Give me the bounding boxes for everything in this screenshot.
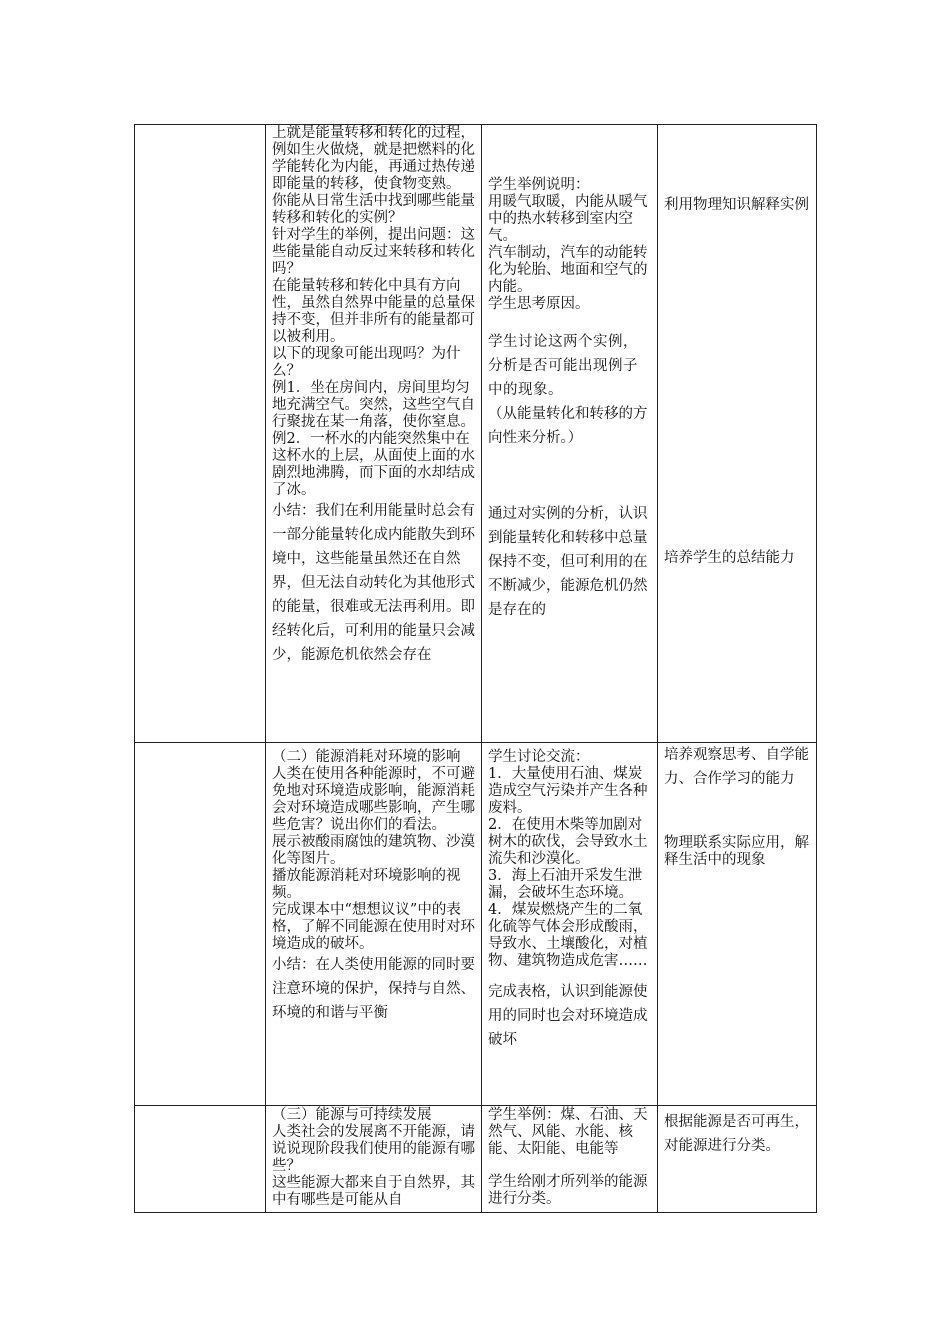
teacher-text: 你能从日常生活中找到哪些能量转移和转化的实例？ [272,193,475,226]
table-cell [135,125,266,743]
teacher-text: 针对学生的举例，提出问题：这些能量能自动反过来转移和转化吗？ [272,227,475,277]
teacher-text: 播放能源消耗对环境影响的视频。 [272,868,461,901]
student-text: 通过对实例的分析，认识到能量转化和转移中总量保持不变，但可利用的在不断减少，能源危机仍然是存在的 [488,506,648,618]
table-cell [135,743,266,1106]
student-text: 4．煤炭燃烧产生的二氧化硫等气体会形成酸雨，导致水、土壤酸化，对植物、建筑物造成危害…… [488,902,648,969]
student-text: 汽车制动，汽车的动能转化为轮胎、地面和空气的内能。 [488,245,648,295]
summary-text: 小结：在人类使用能源的同时要注意环境的保护，保持与自然、环境的和谐与平衡 [272,957,475,1021]
table-cell [266,743,482,1106]
student-text: 用暖气取暖，内能从暖气中的热水转移到室内空气。 [488,194,648,244]
table-row [135,743,817,1106]
teacher-text: 例2．一杯水的内能突然集中在这杯水的上层，从面使上面的水剧烈地沸腾，而下面的水却结成了冰。 [272,431,475,498]
lesson-plan-table [134,124,817,1213]
table-cell [658,1106,817,1213]
table-cell [658,125,817,743]
section-heading: （三）能源与可持续发展 [272,1107,432,1123]
student-text: 2．在使用木柴等加剧对树木的砍伐，会导致水土流失和沙漠化。 [488,817,648,867]
teacher-text: 人类在使用各种能源时，不可避免地对环境造成影响，能源消耗会对环境造成哪些影响，产生哪些危害？说出你们的看法。 [272,766,475,833]
table-row [135,1106,817,1213]
table-cell [482,743,658,1106]
design-intent: 培养学生的总结能力 [664,550,795,566]
student-text: 学生讨论这两个实例，分析是否可能出现例子中的现象。 [488,334,638,398]
student-text: 学生举例说明： [488,177,590,193]
teacher-text: 以下的现象可能出现吗？为什么？ [272,346,461,379]
student-text: （从能量转化和转移的方向性来分析。） [488,406,648,446]
table-cell [482,1106,658,1213]
table-cell [266,1106,482,1213]
teacher-text: 例1．坐在房间内，房间里均匀地充满空气。突然，这些空气自行聚拢在某一角落，使你窒息。 [272,380,475,430]
table-row [135,125,817,743]
table-cell [266,125,482,743]
student-text: 学生思考原因。 [488,296,590,312]
student-text: 3．海上石油开采发生泄漏，会破坏生态环境。 [488,868,643,901]
teacher-text: 在能量转移和转化中具有方向性，虽然自然界中能量的总量保持不变，但并非所有的能量都可以被利用。 [272,278,475,345]
table-cell [135,1106,266,1213]
teacher-text: 展示被酸雨腐蚀的建筑物、沙漠化等图片。 [272,834,475,867]
design-intent: 利用物理知识解释实例 [664,197,809,213]
design-intent: 根据能源是否可再生，对能源进行分类。 [664,1114,809,1154]
design-intent: 物理联系实际应用，解释生活中的现象 [664,835,809,868]
student-text: 完成表格，认识到能源使用的同时也会对环境造成破坏 [488,984,648,1048]
table-cell [482,125,658,743]
section-heading: （二）能源消耗对环境的影响 [272,749,461,765]
student-text: 学生讨论交流： [488,749,590,765]
table-cell [658,743,817,1106]
student-text: 学生举例：煤、石油、天然气、风能、水能、核能、太阳能、电能等 [488,1107,648,1157]
student-text: 1．大量使用石油、煤炭造成空气污染并产生各种废料。 [488,766,648,816]
student-text: 学生给刚才所列举的能源进行分类。 [488,1174,648,1207]
summary-text: 小结：我们在利用能量时总会有一部分能量转化成内能散失到环境中，这些能量虽然还在自然界，但无法自动转化为其他形式的能量，很难或无法再利用。即经转化后，可利用的能量只会减少，能源危机依然会存在 [272,503,475,663]
teacher-text: 完成课本中“想想议议”中的表格，了解不同能源在使用时对环境造成的破坏。 [272,902,475,952]
teacher-text: 上就是能量转移和转化的过程，例如生火做烧，就是把燃料的化学能转化为内能，再通过热传递即能量的转移，使食物变熟。 [272,125,475,192]
teacher-text: 这些能源大都来自于自然界，其中有哪些是可能从自 [272,1175,475,1208]
teacher-text: 人类社会的发展离不开能源，请说说现阶段我们使用的能源有哪些？ [272,1124,475,1174]
design-intent: 培养观察思考、自学能力、合作学习的能力 [664,747,809,787]
